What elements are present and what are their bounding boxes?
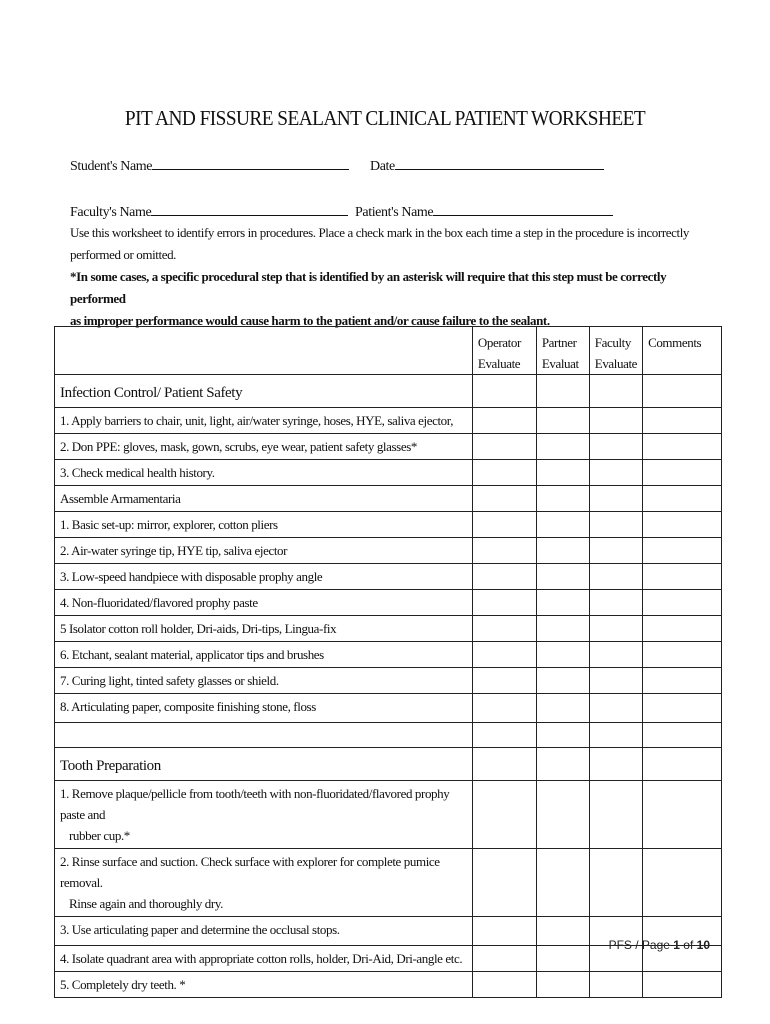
- footer-page-total: 10: [696, 938, 710, 952]
- step-label: 3. Low-speed handpiece with disposable prophy angle: [55, 564, 473, 590]
- warning-line-2: as improper performance would cause harm to the patient and/or cause failure to the sealant.: [70, 313, 550, 328]
- faculty-name-line[interactable]: [151, 201, 348, 216]
- table-row: [55, 694, 722, 723]
- table-row: [55, 434, 722, 460]
- step-text: 2. Rinse surface and suction. Check surface with explorer for complete pumice removal.: [60, 854, 440, 890]
- check-box[interactable]: [589, 375, 642, 408]
- check-box[interactable]: [536, 849, 589, 917]
- check-box[interactable]: [472, 512, 536, 538]
- check-box[interactable]: [472, 486, 536, 512]
- step-label: 2. Don PPE: gloves, mask, gown, scrubs, eye wear, patient safety glasses*: [55, 434, 473, 460]
- check-box[interactable]: [536, 616, 589, 642]
- check-box[interactable]: [589, 668, 642, 694]
- section-heading-text: Tooth Preparation: [60, 758, 161, 774]
- check-box[interactable]: [536, 460, 589, 486]
- faculty-name-field[interactable]: [70, 201, 348, 221]
- section-heading-infection-control: [55, 375, 473, 408]
- check-box[interactable]: [472, 460, 536, 486]
- check-box[interactable]: [589, 972, 642, 998]
- check-box[interactable]: [589, 434, 642, 460]
- check-box[interactable]: [472, 849, 536, 917]
- instructions-line-2: performed or omitted.: [70, 247, 177, 262]
- table-row: [55, 486, 722, 512]
- comment-cell[interactable]: [643, 538, 722, 564]
- instructions: [70, 222, 710, 332]
- footer-prefix: PFS / Page: [608, 938, 674, 952]
- comment-cell[interactable]: [643, 512, 722, 538]
- student-name-line[interactable]: [152, 155, 349, 170]
- check-box[interactable]: [536, 564, 589, 590]
- header-partner-line1: Partner: [541, 335, 577, 350]
- student-name-label: Student's Name: [70, 159, 153, 174]
- check-box[interactable]: [589, 486, 642, 512]
- table-row: [55, 972, 722, 998]
- step-label: 3. Use articulating paper and determine the occlusal stops.: [55, 917, 473, 946]
- check-box[interactable]: [536, 668, 589, 694]
- table-row: [55, 590, 722, 616]
- step-text: 1. Remove plaque/pellicle from tooth/teeth with non-fluoridated/flavored prophy paste and: [60, 786, 450, 822]
- table-row: [55, 408, 722, 434]
- step-label: 4. Non-fluoridated/flavored prophy paste: [55, 590, 473, 616]
- comment-cell[interactable]: [643, 723, 722, 748]
- comment-cell[interactable]: [643, 694, 722, 723]
- table-row: [55, 616, 722, 642]
- comment-cell[interactable]: [643, 781, 722, 849]
- table-row-empty: [55, 723, 722, 748]
- check-box[interactable]: [472, 781, 536, 849]
- comment-cell[interactable]: [643, 748, 722, 781]
- step-label: 5 Isolator cotton roll holder, Dri-aids, Dri-tips, Lingua-fix: [55, 616, 473, 642]
- empty-cell: [55, 723, 473, 748]
- check-box[interactable]: [589, 460, 642, 486]
- table-row: [55, 512, 722, 538]
- section-heading-tooth-preparation: [55, 748, 473, 781]
- step-text-cont: Rinse again and thoroughly dry.: [69, 896, 223, 911]
- check-box[interactable]: [536, 486, 589, 512]
- check-box[interactable]: [536, 972, 589, 998]
- header-partner-line2: Evaluat: [541, 356, 579, 371]
- comment-cell[interactable]: [643, 642, 722, 668]
- patient-name-line[interactable]: [433, 201, 613, 216]
- comment-cell[interactable]: [643, 460, 722, 486]
- check-box[interactable]: [589, 694, 642, 723]
- date-label: Date: [370, 159, 395, 174]
- check-box[interactable]: [472, 642, 536, 668]
- check-box[interactable]: [589, 538, 642, 564]
- check-box[interactable]: [589, 748, 642, 781]
- section-row-tooth-preparation: [55, 748, 722, 781]
- faculty-name-label: Faculty's Name: [70, 205, 152, 220]
- table-row: [55, 849, 722, 917]
- table-row: [55, 538, 722, 564]
- check-box[interactable]: [472, 564, 536, 590]
- check-box[interactable]: [589, 616, 642, 642]
- check-box[interactable]: [589, 723, 642, 748]
- table-row: [55, 564, 722, 590]
- check-box[interactable]: [536, 642, 589, 668]
- warning-line-1: *In some cases, a specific procedural step that is identified by an asterisk will require that this step must be correctly performed: [70, 269, 667, 306]
- header-blank-cell: [55, 327, 473, 375]
- check-box[interactable]: [472, 434, 536, 460]
- header-faculty-line1: Faculty: [594, 335, 631, 350]
- step-label: Assemble Armamentaria: [55, 486, 473, 512]
- comment-cell[interactable]: [643, 434, 722, 460]
- comment-cell[interactable]: [643, 486, 722, 512]
- comment-cell[interactable]: [643, 616, 722, 642]
- comment-cell[interactable]: [643, 668, 722, 694]
- check-box[interactable]: [589, 564, 642, 590]
- step-label: 7. Curing light, tinted safety glasses or shield.: [55, 668, 473, 694]
- check-box[interactable]: [536, 434, 589, 460]
- step-label: [55, 781, 473, 849]
- table-row: [55, 668, 722, 694]
- check-box[interactable]: [472, 616, 536, 642]
- table-row: [55, 781, 722, 849]
- step-label: 5. Completely dry teeth. *: [55, 972, 473, 998]
- section-heading-text: Infection Control/ Patient Safety: [60, 385, 243, 401]
- check-box[interactable]: [589, 849, 642, 917]
- check-box[interactable]: [472, 694, 536, 723]
- check-box[interactable]: [472, 972, 536, 998]
- check-box[interactable]: [589, 408, 642, 434]
- header-faculty-line2: Evaluate: [594, 356, 638, 371]
- check-box[interactable]: [536, 917, 589, 946]
- check-box[interactable]: [589, 781, 642, 849]
- check-box[interactable]: [472, 375, 536, 408]
- check-box[interactable]: [536, 538, 589, 564]
- page-footer: [609, 938, 710, 952]
- step-label: 3. Check medical health history.: [55, 460, 473, 486]
- check-box[interactable]: [472, 723, 536, 748]
- check-box[interactable]: [472, 668, 536, 694]
- header-comments-label: Comments: [648, 335, 702, 350]
- comment-cell[interactable]: [643, 564, 722, 590]
- comment-cell[interactable]: [643, 590, 722, 616]
- comment-cell[interactable]: [643, 972, 722, 998]
- check-box[interactable]: [472, 590, 536, 616]
- header-comments: [643, 327, 722, 375]
- check-box[interactable]: [536, 590, 589, 616]
- table-row: [55, 460, 722, 486]
- check-box[interactable]: [472, 748, 536, 781]
- check-box[interactable]: [589, 590, 642, 616]
- check-box[interactable]: [536, 748, 589, 781]
- check-box[interactable]: [536, 375, 589, 408]
- check-box[interactable]: [536, 946, 589, 972]
- page-title: PIT AND FISSURE SEALANT CLINICAL PATIENT WORKSHEET: [124, 106, 646, 130]
- check-box[interactable]: [589, 642, 642, 668]
- patient-name-field[interactable]: [355, 201, 613, 221]
- header-partner-evaluate: [536, 327, 589, 375]
- worksheet-table: [54, 326, 722, 998]
- step-label: 4. Isolate quadrant area with appropriate cotton rolls, holder, Dri-Aid, Dri-angle etc.: [55, 946, 473, 972]
- check-box[interactable]: [472, 408, 536, 434]
- date-field[interactable]: [370, 155, 604, 175]
- footer-of: of: [679, 938, 697, 952]
- step-label: 2. Air-water syringe tip, HYE tip, saliva ejector: [55, 538, 473, 564]
- step-text-cont: rubber cup.*: [69, 828, 130, 843]
- header-operator-line1: Operator: [477, 335, 521, 350]
- comment-cell[interactable]: [643, 408, 722, 434]
- check-box[interactable]: [536, 723, 589, 748]
- check-box[interactable]: [472, 538, 536, 564]
- step-label: 1. Basic set-up: mirror, explorer, cotton pliers: [55, 512, 473, 538]
- footer-page-number: 1: [673, 938, 680, 952]
- check-box[interactable]: [589, 512, 642, 538]
- instructions-line-1: Use this worksheet to identify errors in procedures. Place a check mark in the box each time a step in the procedure is incorrectly: [70, 225, 690, 240]
- check-box[interactable]: [536, 694, 589, 723]
- step-label: [55, 849, 473, 917]
- table-row: [55, 642, 722, 668]
- check-box[interactable]: [472, 946, 536, 972]
- check-box[interactable]: [536, 408, 589, 434]
- date-line[interactable]: [395, 155, 604, 170]
- table-header-row: [55, 327, 722, 375]
- step-label: 8. Articulating paper, composite finishing stone, floss: [55, 694, 473, 723]
- step-label: 6. Etchant, sealant material, applicator tips and brushes: [55, 642, 473, 668]
- header-operator-line2: Evaluate: [477, 356, 521, 371]
- check-box[interactable]: [536, 781, 589, 849]
- header-operator-evaluate: [472, 327, 536, 375]
- check-box[interactable]: [472, 917, 536, 946]
- comment-cell[interactable]: [643, 375, 722, 408]
- header-faculty-evaluate: [589, 327, 642, 375]
- student-name-field[interactable]: [70, 155, 349, 175]
- check-box[interactable]: [536, 512, 589, 538]
- comment-cell[interactable]: [643, 849, 722, 917]
- patient-name-label: Patient's Name: [355, 205, 434, 220]
- section-row-infection-control: [55, 375, 722, 408]
- step-label: 1. Apply barriers to chair, unit, light, air/water syringe, hoses, HYE, saliva ejector,: [55, 408, 473, 434]
